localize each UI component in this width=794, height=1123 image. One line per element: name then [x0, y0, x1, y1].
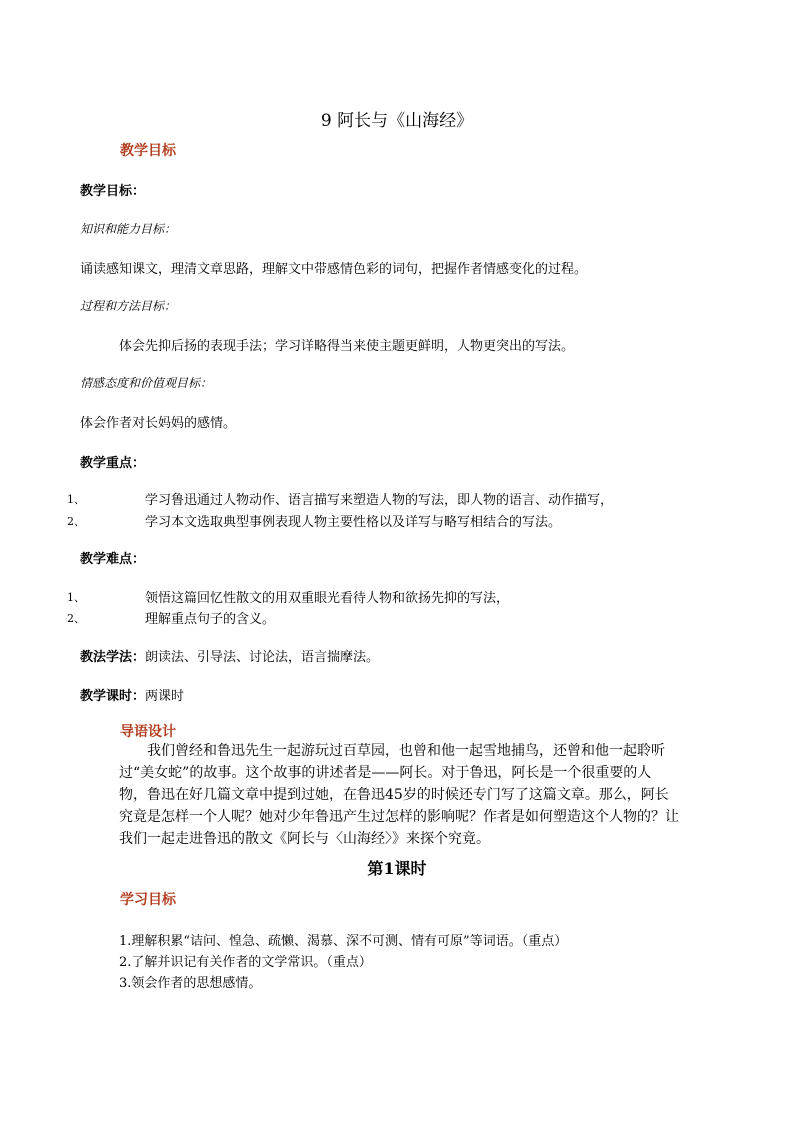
- study-goal-item: 3.领会作者的思想感情。: [119, 976, 262, 991]
- study-goal-item: 2.了解并识记有关作者的文学常识。（重点）: [119, 955, 372, 970]
- objectives-label: 教学目标：: [80, 184, 146, 199]
- process-text: 体会先抑后扬的表现手法；学习详略得当来使主题更鲜明，人物更突出的写法。: [119, 339, 575, 354]
- knowledge-label: 知识和能力目标：: [80, 222, 177, 236]
- methods-label: 教法学法：: [80, 650, 146, 665]
- methods-row: [80, 646, 379, 665]
- methods-text: 朗读法、引导法、讨论法，语言揣摩法。: [145, 650, 380, 665]
- difficulty-item-number: 2、: [67, 612, 85, 625]
- focus-item-number: 1、: [67, 493, 85, 506]
- lesson-title: 第1课时: [367, 859, 427, 878]
- focus-item-number: 2、: [67, 515, 85, 528]
- difficulty-label: 教学难点：: [80, 552, 146, 567]
- focus-item-text: 学习鲁迅通过人物动作、语言描写来塑造人物的写法，即人物的语言、动作描写，: [145, 493, 614, 508]
- hours-label: 教学课时：: [80, 689, 146, 704]
- page-title: 9 阿长与《山海经》: [320, 111, 474, 131]
- focus-item-text: 学习本文选取典型事例表现人物主要性格以及详写与略写相结合的写法。: [145, 515, 562, 530]
- difficulty-item-text: 领悟这篇回忆性散文的用双重眼光看待人物和欲扬先抑的写法，: [145, 591, 510, 606]
- emotion-label: 情感态度和价值观目标：: [80, 376, 213, 390]
- difficulty-item-number: 1、: [67, 591, 85, 604]
- hours-row: [80, 685, 184, 704]
- section-heading-objectives: 教学目标: [120, 143, 176, 159]
- section-heading-intro: 导语设计: [120, 724, 176, 740]
- process-label: 过程和方法目标：: [80, 299, 177, 313]
- hours-text: 两课时: [145, 689, 185, 704]
- section-heading-study: 学习目标: [120, 892, 176, 908]
- intro-paragraph: 我们曾经和鲁迅先生一起游玩过百草园，也曾和他一起雪地捕鸟，还曾和他一起聆听过“美女蛇”的故事。这个故事的讲述者是——阿长。对于鲁迅，阿长是一个很重要的人物，鲁迅在好几篇文章中提到过她，在鲁迅45岁的时候还专门写了这篇文章。那么，阿长究竟是怎样一个人呢？她对少年鲁迅产生过怎样的影响呢？作者是如何塑造这个人物的？让我们一起走进鲁迅的散文《阿长与〈山海经〉》来探个究竟。: [119, 743, 679, 847]
- knowledge-text: 诵读感知课文，理清文章思路，理解文中带感情色彩的词句，把握作者情感变化的过程。: [80, 262, 588, 277]
- study-goal-item: 1.理解积累“诘问、惶急、疏懒、渴慕、深不可测、情有可原”等词语。（重点）: [119, 934, 568, 949]
- difficulty-item-text: 理解重点句子的含义。: [145, 612, 276, 627]
- focus-label: 教学重点：: [80, 456, 146, 471]
- emotion-text: 体会作者对长妈妈的感情。: [80, 416, 237, 431]
